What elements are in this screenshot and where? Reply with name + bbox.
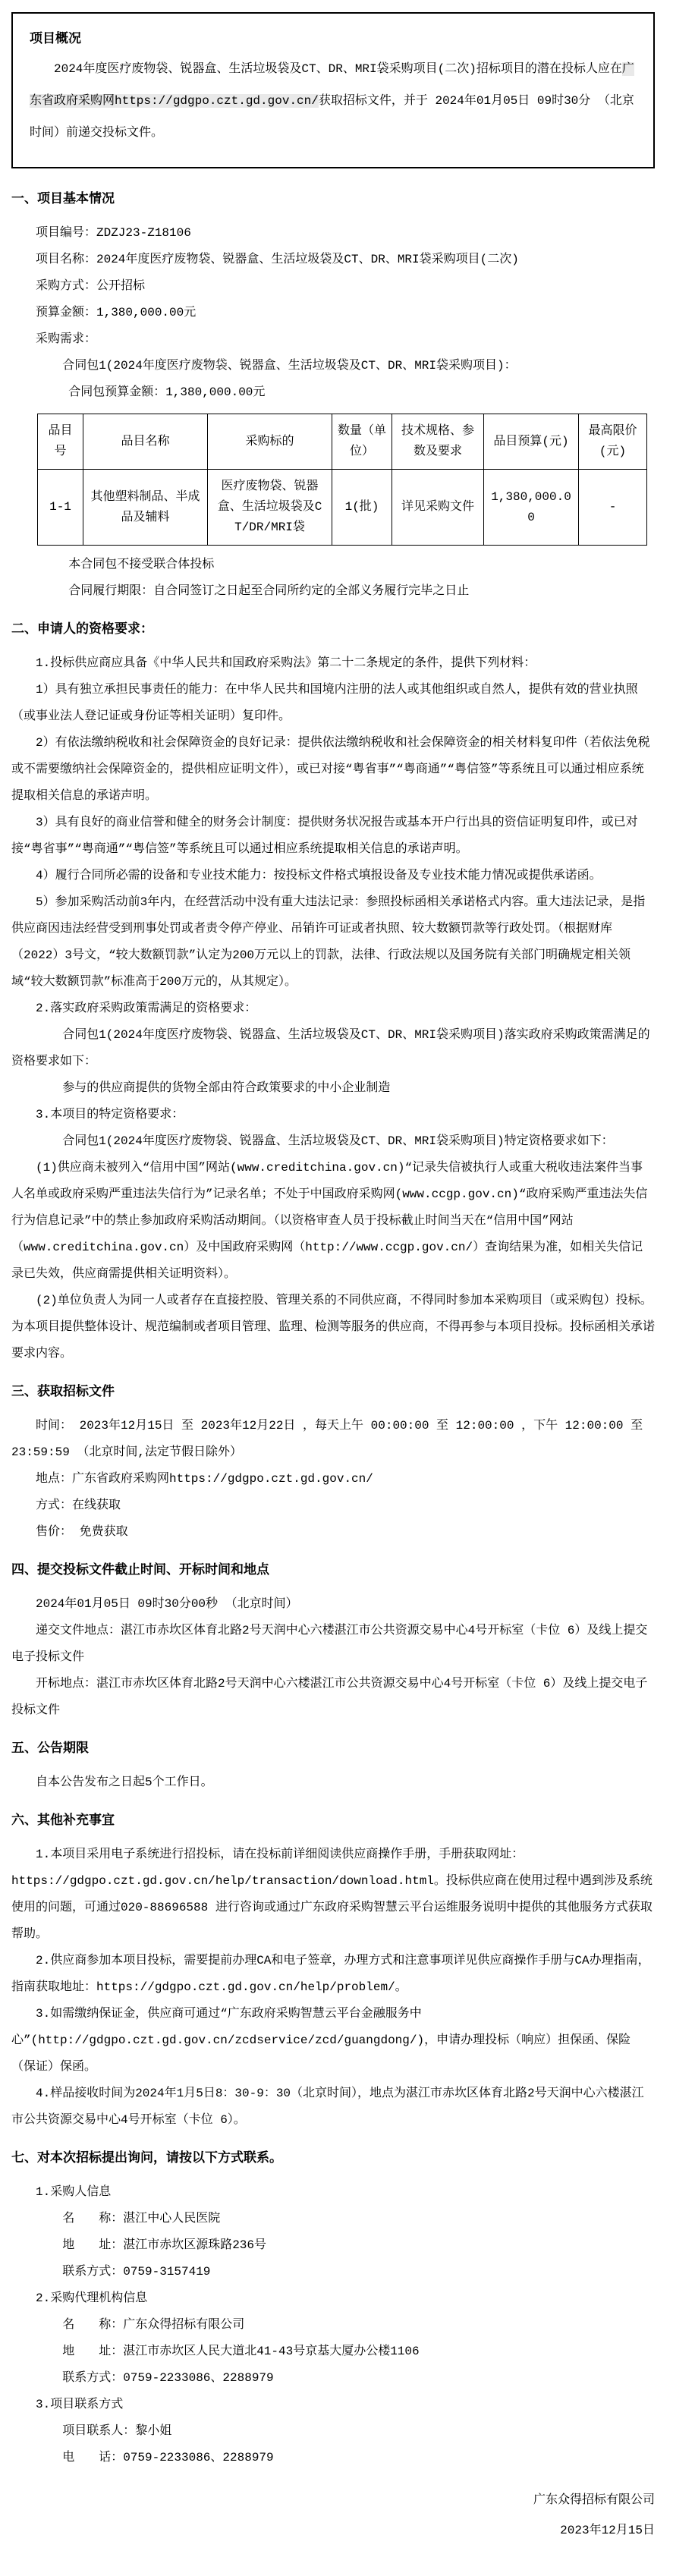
- table-header-row: [38, 414, 647, 470]
- cell-subject: 医疗废物袋、锐器盒、生活垃圾袋及CT/DR/MRI袋: [208, 470, 332, 546]
- purchaser-info-heading: 1.采购人信息: [36, 2185, 112, 2199]
- procurement-demand-line: 采购需求：: [36, 332, 97, 346]
- overview-paragraph: [30, 53, 637, 149]
- section-7-heading: 七、对本次招标提出询问，请按以下方式联系。: [11, 2152, 282, 2166]
- cell-item-name: 其他塑料制品、半成品及辅料: [83, 470, 208, 546]
- purchaser-tel-line: 联系方式：0759-3157419: [62, 2265, 211, 2279]
- qualification-item-3: 3.本项目的特定资格要求：: [36, 1108, 184, 1121]
- submit-place-line: 递交文件地点：湛江市赤坎区体育北路2号天润中心六楼湛江市公共资源交易中心4号开标室（卡位 6）及线上提交电子投标文件: [11, 1624, 648, 1664]
- table-header-item-budget: 品目预算(元): [484, 414, 579, 470]
- section-6-heading: 六、其他补充事宜: [11, 1814, 115, 1829]
- opening-place-line: 开标地点：湛江市赤坎区体育北路2号天润中心六楼湛江市公共资源交易中心4号开标室（卡位 6）及线上提交电子投标文件: [11, 1677, 648, 1717]
- overview-text-after: 获取招标文件，并于 2024年01月05日 09时30分 （北京时间）前递交投标文件。: [30, 94, 634, 140]
- announcement-period-line: 自本公告发布之日起5个工作日。: [36, 1776, 213, 1789]
- procurement-items-table: [37, 414, 647, 546]
- cell-price-cap: -: [579, 470, 647, 546]
- project-contact-heading: 3.项目联系方式: [36, 2398, 124, 2411]
- table-header-spec: 技术规格、参数及要求: [392, 414, 484, 470]
- table-header-item-name: 品目名称: [83, 414, 208, 470]
- supplement-item-2: 2.供应商参加本项目投标，需要提前办理CA和电子签章，办理方式和注意事项详见供应商操作手册与CA办理指南，指南获取地址：https://gdgpo.czt.gd.gov.cn/help/problem/。: [11, 1954, 650, 1994]
- section-3-heading: 三、获取招标文件: [11, 1386, 115, 1400]
- qualification-item-1-1: 1）具有独立承担民事责任的能力：在中华人民共和国境内注册的法人或其他组织或自然人，提供有效的营业执照（或事业法人登记证或身份证等相关证明）复印件。: [11, 683, 638, 723]
- qualification-item-1-5: 5）参加采购活动前3年内，在经营活动中没有重大违法记录：参照投标函相关承诺格式内容。重大违法记录，是指供应商因违法经营受到刑事处罚或者责令停产停业、吊销许可证或者执照、较大数额罚款等行政处罚。（根据财库（2022）3号文，“较大数额罚款”认定为200万元以上的罚款，法律、行政法规以及国务院有关部门明确规定相关领域“较大数额罚款”标准高于200万元的，从其规定）。: [11, 895, 646, 989]
- table-header-subject: 采购标的: [208, 414, 332, 470]
- table-row: [38, 470, 647, 546]
- purchaser-address-line: 地 址：湛江市赤坎区源珠路236号: [62, 2238, 266, 2252]
- overview-title: 项目概况: [30, 33, 81, 47]
- procurement-method-line: 采购方式：公开招标: [36, 279, 146, 293]
- obtain-place-line: 地点：广东省政府采购网https://gdgpo.czt.gd.gov.cn/: [36, 1472, 373, 1486]
- agency-name-line: 名 称：广东众得招标有限公司: [62, 2318, 245, 2332]
- footer-company: 广东众得招标有限公司: [533, 2493, 655, 2507]
- signature-block: [11, 2485, 655, 2546]
- obtain-time-line: 时间： 2023年12月15日 至 2023年12月22日 ，每天上午 00:00:00 至 12:00:00 ，下午 12:00:00 至 23:59:59 （北京时间,法定节假日除外）: [11, 1419, 643, 1459]
- agency-address-line: 地 址：湛江市赤坎区人民大道北41-43号京基大厦办公楼1106: [62, 2345, 420, 2358]
- purchaser-name-line: 名 称：湛江中心人民医院: [62, 2212, 221, 2225]
- qualification-item-1-3: 3）具有良好的商业信誉和健全的财务会计制度：提供财务状况报告或基本开户行出具的资信证明复印件，或已对接“粤省事”“粤商通”“粤信签”等系统且可以通过相应系统提取相关信息的承诺声明。: [11, 816, 638, 856]
- table-header-item-no: 品目号: [38, 414, 83, 470]
- cell-item-no: 1-1: [38, 470, 83, 546]
- qualification-specific-package-line: 合同包1(2024年度医疗废物袋、锐器盒、生活垃圾袋及CT、DR、MRI袋采购项目)特定资格要求如下：: [62, 1134, 614, 1148]
- qualification-specific-1: (1)供应商未被列入“信用中国”网站(www.creditchina.gov.cn)“记录失信被执行人或重大税收违法案件当事人名单或政府采购严重违法失信行为”记录名单；不处于中国政府采购网(www.ccgp.gov.cn)“政府采购严重违法失信行为信息记录”中的禁止参加政府采购活动期间。（以资格审查人员于投标截止时间当天在“信用中国”网站（www.creditchina.gov.cn）及中国政府采购网（http://www.ccgp.gov.cn/）查询结果为准，如相关失信记录已失效，供应商需提供相关证明资料）。: [11, 1161, 648, 1281]
- contract-package-line: 合同包1(2024年度医疗废物袋、锐器盒、生活垃圾袋及CT、DR、MRI袋采购项目)：: [62, 359, 517, 373]
- section-1-heading: 一、项目基本情况: [11, 193, 115, 207]
- budget-amount-line: 预算金额：1,380,000.00元: [36, 306, 197, 319]
- project-overview-box: [11, 12, 655, 168]
- supplement-item-4: 4.样品接收时间为2024年1月5日8：30-9：30（北京时间），地点为湛江市赤坎区体育北路2号天润中心六楼湛江市公共资源交易中心4号开标室（卡位 6）。: [11, 2087, 644, 2127]
- deadline-line: 2024年01月05日 09时30分00秒 （北京时间）: [36, 1597, 298, 1611]
- qualification-item-1-4: 4）履行合同所必需的设备和专业技术能力：按投标文件格式填报设备及专业技术能力情况或提供承诺函。: [36, 869, 602, 882]
- section-2-heading: 二、申请人的资格要求：: [11, 623, 153, 637]
- overview-text-before: 2024年度医疗废物袋、锐器盒、生活垃圾袋及CT、DR、MRI袋采购项目(二次)招标项目的潜在投标人应在: [54, 62, 622, 76]
- contract-period-line: 合同履行期限：自合同签订之日起至合同所约定的全部义务履行完毕之日止: [68, 584, 470, 598]
- no-consortium-line: 本合同包不接受联合体投标: [68, 558, 215, 571]
- cell-spec: 详见采购文件: [392, 470, 484, 546]
- footer-date: 2023年12月15日: [560, 2524, 655, 2537]
- project-number-line: 项目编号：ZDZJ23-Z18106: [36, 226, 191, 240]
- qualification-item-1-2: 2）有依法缴纳税收和社会保障资金的良好记录：提供依法缴纳税收和社会保障资金的相关材料复印件（若依法免税或不需要缴纳社会保障资金的，提供相应证明文件），或已对接“粤省事”“粤商通”“粤信签”等系统且可以通过相应系统提取相关信息的承诺声明。: [11, 736, 650, 803]
- obtain-method-line: 方式：在线获取: [36, 1499, 121, 1512]
- project-contact-tel-line: 电 话：0759-2233086、2288979: [62, 2451, 274, 2464]
- qualification-sme-line: 参与的供应商提供的货物全部由符合政策要求的中小企业制造: [62, 1081, 391, 1095]
- supplement-item-1: 1.本项目采用电子系统进行招投标，请在投标前详细阅读供应商操作手册，手册获取网址：https://gdgpo.czt.gd.gov.cn/help/transaction/download.html。投标供应商在使用过程中遇到涉及系统使用的问题，可通过020-88696588 进行咨询或通过广东政府采购智慧云平台运维服务说明中提供的其他服务方式获取帮助。: [11, 1848, 653, 1941]
- package-budget-line: 合同包预算金额：1,380,000.00元: [68, 385, 266, 399]
- section-4-heading: 四、提交投标文件截止时间、开标时间和地点: [11, 1564, 269, 1578]
- table-header-quantity: 数量（单位）: [332, 414, 392, 470]
- qualification-item-1: 1.投标供应商应具备《中华人民共和国政府采购法》第二十二条规定的条件，提供下列材料：: [36, 656, 536, 670]
- agency-tel-line: 联系方式：0759-2233086、2288979: [62, 2371, 274, 2385]
- section-5-heading: 五、公告期限: [11, 1742, 89, 1757]
- table-header-price-cap: 最高限价(元): [579, 414, 647, 470]
- qualification-item-2: 2.落实政府采购政策需满足的资格要求：: [36, 1002, 257, 1015]
- qualification-policy-package-line: 合同包1(2024年度医疗废物袋、锐器盒、生活垃圾袋及CT、DR、MRI袋采购项目)落实政府采购政策需满足的资格要求如下：: [11, 1028, 650, 1068]
- procurement-site-link[interactable]: 广东省政府采购网https://gdgpo.czt.gd.gov.cn/: [30, 62, 634, 108]
- cell-quantity: 1(批): [332, 470, 392, 546]
- cell-item-budget: 1,380,000.00: [484, 470, 579, 546]
- project-contact-person-line: 项目联系人：黎小姐: [62, 2424, 172, 2438]
- supplement-item-3: 3.如需缴纳保证金，供应商可通过“广东政府采购智慧云平台金融服务中心”(http://gdgpo.czt.gd.gov.cn/zcdservice/zcd/guangdong/)，申请办理投标（响应）担保函、保险（保证）保函。: [11, 2007, 631, 2074]
- project-name-line: 项目名称：2024年度医疗废物袋、锐器盒、生活垃圾袋及CT、DR、MRI袋采购项目(二次): [36, 253, 519, 266]
- qualification-specific-2: (2)单位负责人为同一人或者存在直接控股、管理关系的不同供应商，不得同时参加本采购项目（或采购包）投标。为本项目提供整体设计、规范编制或者项目管理、监理、检测等服务的供应商，不得再参与本项目投标。投标函相关承诺要求内容。: [11, 1294, 656, 1360]
- obtain-price-line: 售价： 免费获取: [36, 1525, 128, 1539]
- agency-info-heading: 2.采购代理机构信息: [36, 2291, 148, 2305]
